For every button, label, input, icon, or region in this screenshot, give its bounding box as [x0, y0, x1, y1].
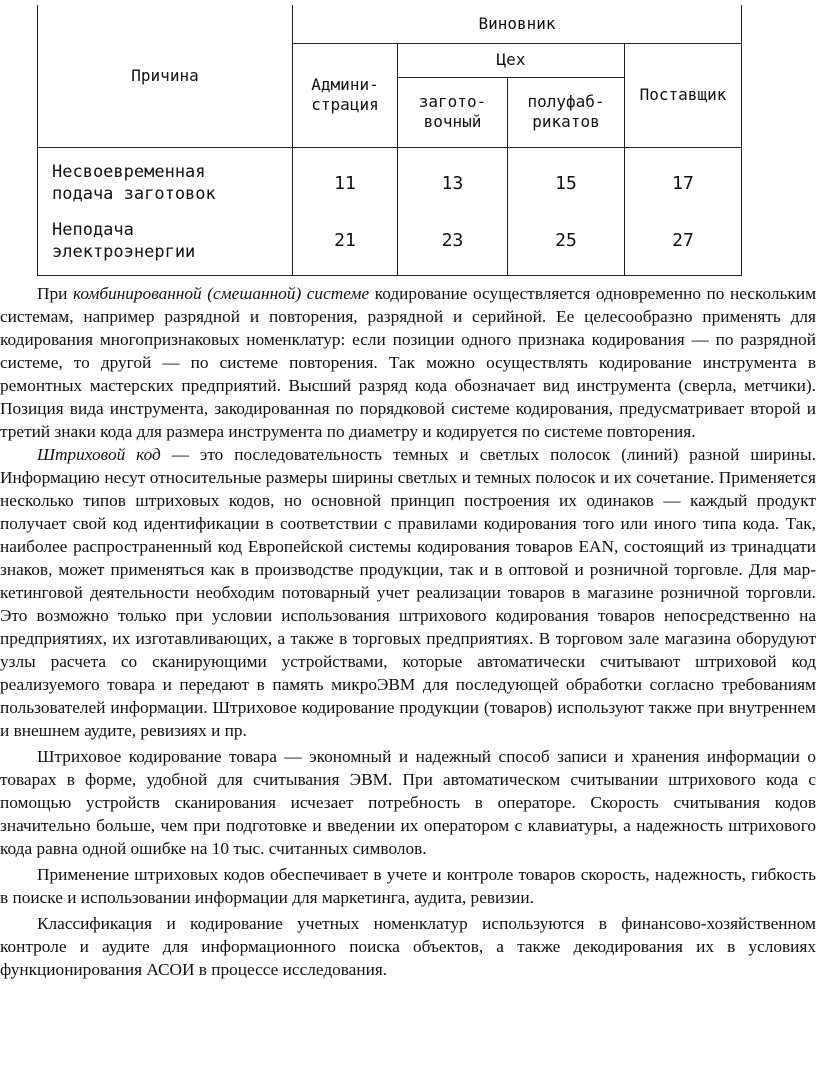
body-text: [0, 282, 816, 981]
paragraph: Классификация и кодирование учетных номенклатур используются в финансово-хозяйственном контроле и аудите для информационного поиска объектов, а также декодирования их в условиях функционирования АСОИ в процессе исследования.: [0, 914, 816, 979]
table-row: [38, 211, 742, 275]
para1-pre: При: [37, 284, 73, 303]
cell-value: 17: [625, 147, 742, 211]
culprit-table: [37, 5, 741, 275]
para1-emphasis: комбинированной (смешанной) системе: [72, 284, 370, 303]
cell-value: 13: [398, 147, 508, 211]
paragraph: [0, 443, 816, 742]
para1-post: кодирование осуществляется одновременно по нескольким системам, например разрядной и повторения, разрядной и серийной. Ее целесообразно применять для кодирования многопризнаковых номенклатур: если позиции одного признака кодирования — по разрядной системе, то другой — по системе повторения. Так можно осуществлять кодирование инструмента в ремонтных мастерских предприятий. Высший разряд кода обозначает вид инструмента (сверла, метчики). Позиция вида инструмента, закодированная по порядковой системе кодирования, предусматривает второй и третий знаки кода для размера инструмента по диаметру и кодируется по системе повторения.: [0, 284, 816, 441]
header-reason: Причина: [38, 5, 293, 147]
cell-value: 21: [293, 211, 398, 275]
cell-value: 25: [508, 211, 625, 275]
header-shop-zagotovochny: загото- вочный: [398, 77, 508, 147]
header-supplier: Поставщик: [625, 43, 742, 147]
header-shop: Цех: [398, 43, 625, 77]
row-reason: Несвоевременная подача заготовок: [38, 147, 293, 211]
paragraph: Применение штриховых кодов обеспечивает в учете и контроле товаров скорость, надежность, гибкость в поиске и использовании информации для маркетинга, аудита, ревизии.: [0, 865, 816, 907]
header-administration: Админи- страция: [293, 43, 398, 147]
para2-emphasis: Штриховой код: [37, 445, 161, 464]
paragraph: Штриховое кодирование товара — экономный и надежный способ записи и хранения информации о товарах в форме, удобной для считывания ЭВМ. При автоматическом считывании штрихового кода с помощью устройств сканирования исчезает потребность в операторе. Скорость считывания кодов значительно больше, чем при подготовке и введении их оператором с клавиатуры, а надежность штрихового кода равна одной ошибке на 10 тыс. считанных символов.: [0, 747, 816, 858]
cell-value: 27: [625, 211, 742, 275]
table: [37, 5, 742, 276]
header-shop-polufabrikatov: полуфаб- рикатов: [508, 77, 625, 147]
cell-value: 11: [293, 147, 398, 211]
table-row: [38, 147, 742, 211]
cell-value: 23: [398, 211, 508, 275]
cell-value: 15: [508, 147, 625, 211]
paragraph: [0, 282, 816, 443]
header-culprit: Виновник: [293, 5, 742, 43]
para2-post: — это последовательность темных и светлых полосок (линий) разной ширины. Информацию несут относительные размеры ширины светлых и темных полосок и их сочетание. Применяется несколько типов штриховых кодов, но основной принцип построения их одинаков — каждый продукт получает свой код идентификации в соответствии с правилами кодирования того или иного типа кода. Так, наиболее распространенный код Европейской системы кодирования товаров EAN, состоящий из тринадцати знаков, может применяться как в производстве продукции, так и в оптовой и розничной торговле. Для маркетинговой деятельности необходим потоварный учет реализации товаров в магазине розничной торговли. Это возможно только при условии использования штрихового кодирования товаров непосредственно на предприятиях, их изготавливающих, а также в торговых предприятиях. В торговом зале магазина оборудуют узлы расчета со сканирующими устройствами, которые автоматически считывают штриховой код реализуемого товара и передают в память микроЭВМ для последующей обработки согласно требованиям пользователей информации. Штриховое кодирование продукции (товаров) используют также при внутреннем и внешнем аудите, ревизиях и пр.: [0, 445, 816, 740]
row-reason: Неподача электроэнергии: [38, 211, 293, 275]
